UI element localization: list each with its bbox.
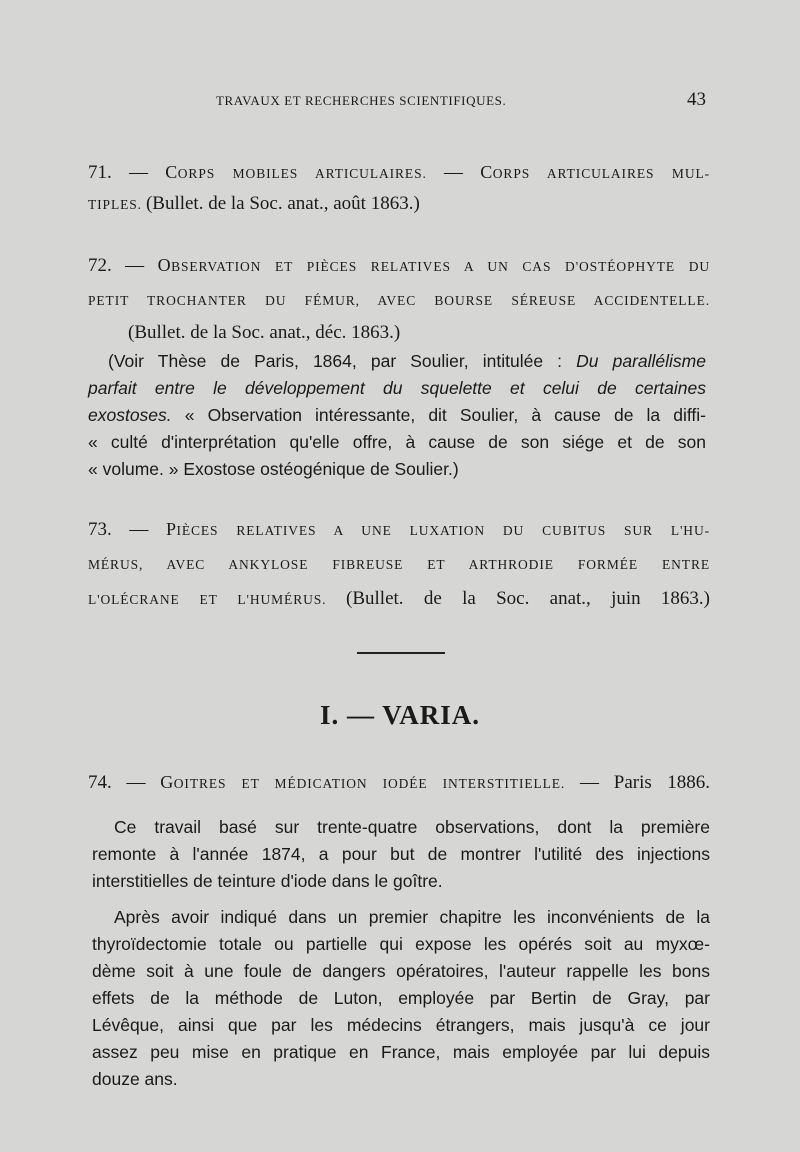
entry-number: 73. [88, 519, 112, 540]
note-line: exostoses. « Observation intéressante, dit Soulier, à cause de la diffi- [88, 405, 706, 425]
entry-reference: Paris 1886. [613, 772, 711, 793]
entry-title: GOITRES ET MÉDICATION IODÉE INTERSTITIELLE. [160, 772, 566, 792]
entry-dash: — [125, 255, 145, 276]
entry-71 [88, 157, 710, 220]
note-line: « culté d'interprétation qu'elle offre, à cause de son siége et de son [88, 432, 706, 452]
entry-number: 71. [88, 162, 112, 183]
entry-number: 74. [88, 772, 112, 793]
running-title: TRAVAUX ET RECHERCHES SCIENTIFIQUES. [216, 93, 507, 108]
paragraph-line: remonte à l'année 1874, a pour but de montrer l'utilité des injections [92, 844, 710, 864]
section-title: I. — VARIA. [319, 700, 481, 730]
entry-title: CORPS ARTICULAIRES MUL- [480, 162, 711, 182]
entry-73 [88, 512, 710, 617]
entry-72-line-2: PETIT TROCHANTER DU FÉMUR, AVEC BOURSE SÉREUSE ACCIDENTELLE. [88, 293, 710, 308]
note-line: (Voir Thèse de Paris, 1864, par Soulier, intitulée : Du parallélisme [108, 351, 706, 371]
entry-74 [88, 765, 710, 801]
note-line: « volume. » Exostose ostéogénique de Soulier.) [88, 459, 459, 479]
entry-title: OBSERVATION ET PIÈCES RELATIVES A UN CAS D'OSTÉOPHYTE DU [157, 255, 711, 275]
entry-dash: — [126, 772, 146, 793]
entry-reference: (Bullet. de la Soc. anat., juin 1863.) [346, 588, 711, 609]
entry-title: CORPS MOBILES ARTICULAIRES. [165, 162, 427, 182]
page-number: 43 [687, 89, 706, 110]
entry-71-line-2 [88, 189, 558, 220]
entry-reference: (Bullet. de la Soc. anat., août 1863.) [145, 193, 420, 214]
paragraph-line: thyroïdectomie totale ou partielle qui expose les opérés soit au myxœ- [92, 934, 710, 954]
entry-title: L'OLÉCRANE ET L'HUMÉRUS. [88, 592, 327, 607]
entry-dash: — [129, 162, 148, 183]
entry-72 [88, 248, 710, 348]
paragraph [92, 904, 710, 1093]
entry-reference: (Bullet. de la Soc. anat., déc. 1863.) [128, 322, 401, 343]
entry-dash: — [579, 772, 599, 793]
paragraph-line: douze ans. [92, 1069, 178, 1089]
entry-dash: — [444, 162, 463, 183]
paragraph-line: Lévêque, ainsi que par les médecins étrangers, mais jusqu'à ce jour [92, 1015, 710, 1035]
paragraph-line: effets de la méthode de Luton, employée par Bertin de Gray, par [92, 988, 710, 1008]
entry-74-body [92, 814, 710, 1093]
entry-number: 72. [88, 255, 112, 276]
entry-73-line-3 [88, 582, 710, 617]
note-line: parfait entre le développement du squelette et celui de certaines [88, 378, 706, 398]
section-divider [357, 652, 445, 654]
entry-72-note [88, 348, 706, 483]
paragraph-line: Après avoir indiqué dans un premier chapitre les inconvénients de la [114, 907, 710, 927]
paragraph-line: interstitielles de teinture d'iode dans le goître. [92, 871, 443, 891]
entry-71-line-1 [88, 157, 710, 189]
entry-73-line-2: MÉRUS, AVEC ANKYLOSE FIBREUSE ET ARTHRODIE FORMÉE ENTRE [88, 557, 710, 572]
paragraph-line: dème soit à une foule de dangers opératoires, l'auteur rappelle les bons [92, 961, 710, 981]
paragraph-line: assez peu mise en pratique en France, mais employée par lui depuis [92, 1042, 710, 1062]
entry-74-line-1 [88, 765, 710, 801]
entry-73-line-1 [88, 512, 710, 548]
page-header [0, 91, 800, 115]
paragraph-line: Ce travail basé sur trente-quatre observations, dont la première [114, 817, 710, 837]
entry-dash: — [129, 519, 149, 540]
entry-72-line-1 [88, 248, 710, 284]
paragraph [92, 814, 710, 895]
entry-title: PIÈCES RELATIVES A UNE LUXATION DU CUBITUS SUR L'HU- [165, 519, 710, 539]
entry-title: TIPLES. [88, 197, 142, 212]
